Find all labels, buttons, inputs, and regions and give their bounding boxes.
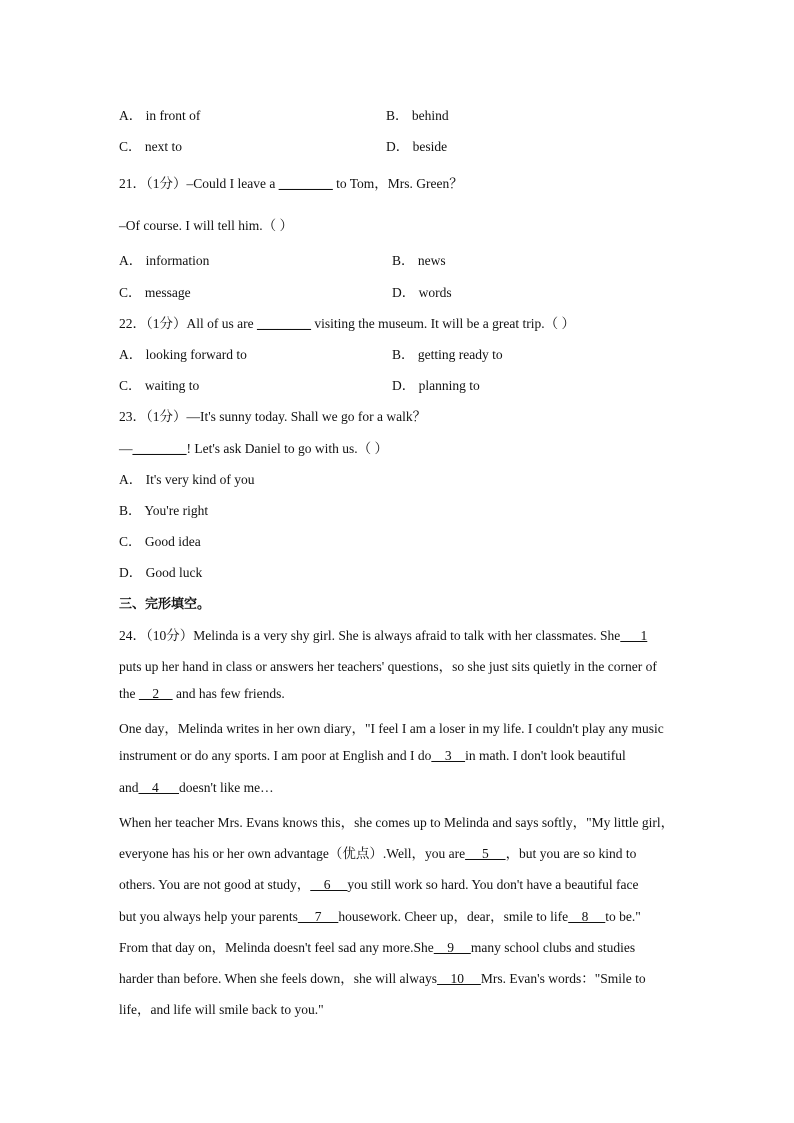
q21-option-d: D． words <box>392 285 452 300</box>
section-heading-cloze: 三、完形填空。 <box>119 597 211 612</box>
q23-option-a: A． It's very kind of you <box>119 472 255 487</box>
q24-line-10: but you always help your parents 7 housework. Cheer up，dear，smile to life 8 to be." <box>119 909 641 924</box>
q20-option-d: D． beside <box>386 139 448 154</box>
q23-option-d: D． Good luck <box>119 565 203 580</box>
answer-blank-10: 10 <box>437 971 481 986</box>
q24-line-13: life，and life will smile back to you." <box>119 1002 324 1017</box>
q23-line2: —________! Let's ask Daniel to go with us.（ ） <box>119 441 389 456</box>
answer-blank-6: 6 <box>310 877 348 892</box>
answer-blank-8: 8 <box>568 909 606 924</box>
q23-stem: 23．（1分）—It's sunny today. Shall we go for a walk？ <box>119 409 427 424</box>
answer-blank-4: 4 <box>138 780 179 795</box>
q22-option-b: B． getting ready to <box>392 347 503 362</box>
q24-line-6: and 4 doesn't like me… <box>119 780 274 795</box>
answer-blank-7: 7 <box>297 909 339 924</box>
q24-line-1: 24．（10分）Melinda is a very shy girl. She is always afraid to talk with her classmates. She 1 <box>119 628 648 643</box>
q22-stem: 22．（1分）All of us are ________ visiting the museum. It will be a great trip.（ ） <box>119 316 575 331</box>
q21-line2: –Of course. I will tell him.（ ） <box>119 218 293 233</box>
answer-blank: ________ <box>256 316 311 331</box>
q24-line-11: From that day on，Melinda doesn't feel sad any more.She 9 many school clubs and studies <box>119 940 636 955</box>
q24-line-12: harder than before. When she feels down，she will always 10 Mrs. Evan's words："Smile to <box>119 971 646 986</box>
q22-option-c: C． waiting to <box>119 378 200 393</box>
q24-line-8: everyone has his or her own advantage（优点）.Well，you are 5 ，but you are so kind to <box>119 846 637 861</box>
answer-blank-2: 2 <box>138 686 173 701</box>
q21-stem: 21．（1分）–Could I leave a ________ to Tom，Mrs. Green？ <box>119 176 463 191</box>
q22-option-a: A． looking forward to <box>119 347 247 362</box>
answer-blank: ________ <box>278 176 333 191</box>
answer-blank: ________ <box>132 441 187 456</box>
q24-line-2: puts up her hand in class or answers her teachers' questions，so she just sits quietly in the corner of <box>119 659 657 674</box>
answer-blank-5: 5 <box>465 846 506 861</box>
q24-line-5: instrument or do any sports. I am poor at English and I do 3 in math. I don't look beautiful <box>119 748 626 763</box>
q21-option-b: B． news <box>392 253 446 268</box>
q24-line-9: others. You are not good at study， 6 you still work so hard. You don't have a beautiful face <box>119 877 639 892</box>
q21-option-a: A． information <box>119 253 210 268</box>
q24-line-3: the 2 and has few friends. <box>119 686 285 701</box>
answer-blank-9: 9 <box>433 940 471 955</box>
q21-option-c: C． message <box>119 285 191 300</box>
q20-option-a: A． in front of <box>119 108 201 123</box>
answer-blank-3: 3 <box>431 748 466 763</box>
q22-option-d: D． planning to <box>392 378 480 393</box>
answer-blank-1: 1 <box>620 628 648 643</box>
q23-option-b: B． You're right <box>119 503 209 518</box>
q20-option-b: B． behind <box>386 108 449 123</box>
q23-option-c: C． Good idea <box>119 534 201 549</box>
q20-option-c: C． next to <box>119 139 183 154</box>
q24-line-7: When her teacher Mrs. Evans knows this，she comes up to Melinda and says softly，"My little girl， <box>119 815 675 830</box>
q24-line-4: One day，Melinda writes in her own diary，"I feel I am a loser in my life. I couldn't play any music <box>119 721 664 736</box>
